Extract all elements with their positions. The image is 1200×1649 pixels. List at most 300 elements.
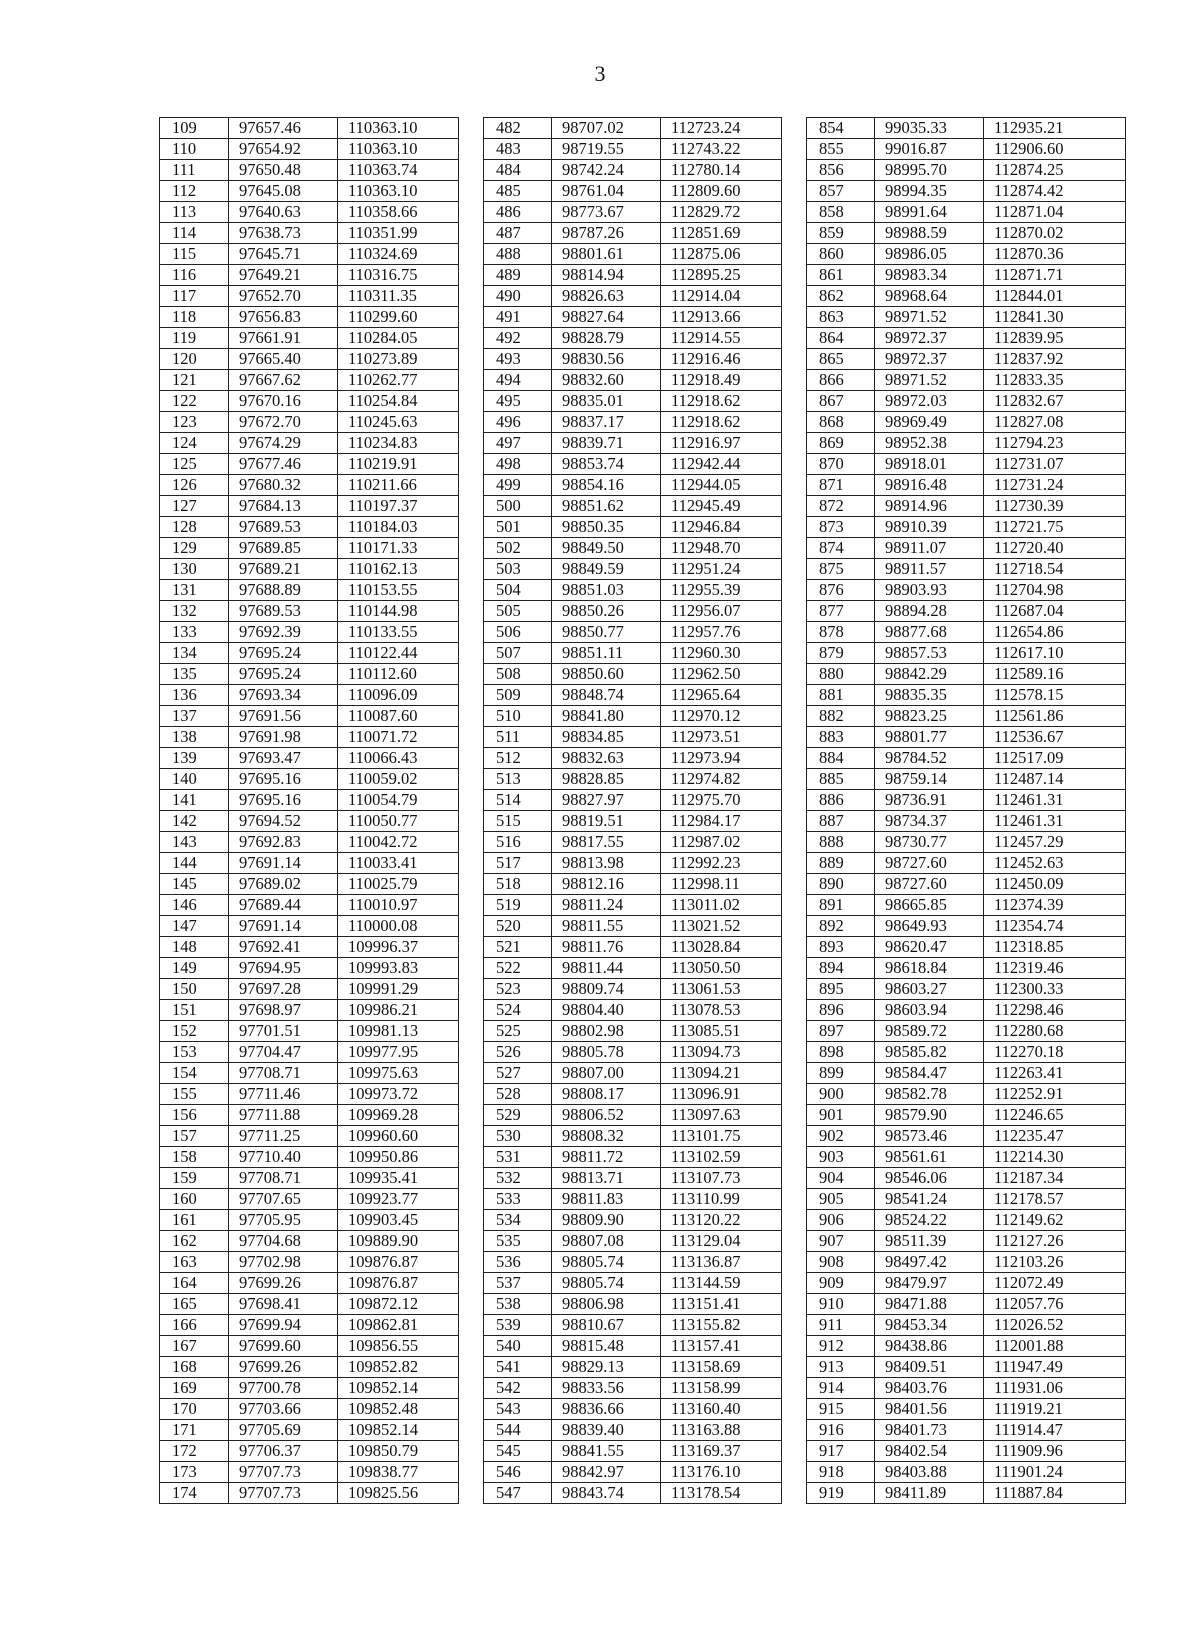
x-coordinate-cell: 98911.07 bbox=[875, 538, 984, 559]
y-coordinate-cell: 113136.87 bbox=[661, 1252, 782, 1273]
x-coordinate-cell: 98801.77 bbox=[875, 727, 984, 748]
x-coordinate-cell: 98823.25 bbox=[875, 706, 984, 727]
column-group-separator bbox=[782, 853, 807, 874]
x-coordinate-cell: 98707.02 bbox=[552, 118, 661, 139]
y-coordinate-cell: 109852.14 bbox=[338, 1378, 459, 1399]
column-group-separator bbox=[459, 664, 484, 685]
point-number-cell: 111 bbox=[160, 160, 229, 181]
y-coordinate-cell: 112992.23 bbox=[661, 853, 782, 874]
point-number-cell: 533 bbox=[484, 1189, 552, 1210]
y-coordinate-cell: 112214.30 bbox=[984, 1147, 1126, 1168]
table-row bbox=[160, 1021, 1126, 1042]
y-coordinate-cell: 113011.02 bbox=[661, 895, 782, 916]
column-group-separator bbox=[782, 1315, 807, 1336]
y-coordinate-cell: 110033.41 bbox=[338, 853, 459, 874]
y-coordinate-cell: 112839.95 bbox=[984, 328, 1126, 349]
table-row bbox=[160, 601, 1126, 622]
x-coordinate-cell: 97706.37 bbox=[229, 1441, 338, 1462]
x-coordinate-cell: 98918.01 bbox=[875, 454, 984, 475]
y-coordinate-cell: 112973.94 bbox=[661, 748, 782, 769]
x-coordinate-cell: 98812.16 bbox=[552, 874, 661, 895]
table-row bbox=[160, 874, 1126, 895]
y-coordinate-cell: 109856.55 bbox=[338, 1336, 459, 1357]
point-number-cell: 510 bbox=[484, 706, 552, 727]
x-coordinate-cell: 97640.63 bbox=[229, 202, 338, 223]
y-coordinate-cell: 113110.99 bbox=[661, 1189, 782, 1210]
y-coordinate-cell: 112072.49 bbox=[984, 1273, 1126, 1294]
table-row bbox=[160, 1189, 1126, 1210]
y-coordinate-cell: 112461.31 bbox=[984, 790, 1126, 811]
column-group-separator bbox=[782, 685, 807, 706]
column-group-separator bbox=[459, 1231, 484, 1252]
x-coordinate-cell: 98802.98 bbox=[552, 1021, 661, 1042]
x-coordinate-cell: 98811.83 bbox=[552, 1189, 661, 1210]
y-coordinate-cell: 112960.30 bbox=[661, 643, 782, 664]
y-coordinate-cell: 109996.37 bbox=[338, 937, 459, 958]
point-number-cell: 172 bbox=[160, 1441, 229, 1462]
table-row bbox=[160, 538, 1126, 559]
x-coordinate-cell: 98787.26 bbox=[552, 223, 661, 244]
column-group-separator bbox=[459, 979, 484, 1000]
x-coordinate-cell: 97691.56 bbox=[229, 706, 338, 727]
point-number-cell: 530 bbox=[484, 1126, 552, 1147]
y-coordinate-cell: 112946.84 bbox=[661, 517, 782, 538]
column-group-separator bbox=[459, 265, 484, 286]
point-number-cell: 907 bbox=[807, 1231, 875, 1252]
x-coordinate-cell: 98453.34 bbox=[875, 1315, 984, 1336]
point-number-cell: 528 bbox=[484, 1084, 552, 1105]
y-coordinate-cell: 110059.02 bbox=[338, 769, 459, 790]
x-coordinate-cell: 98986.05 bbox=[875, 244, 984, 265]
y-coordinate-cell: 110284.05 bbox=[338, 328, 459, 349]
column-group-separator bbox=[782, 916, 807, 937]
x-coordinate-cell: 98827.64 bbox=[552, 307, 661, 328]
point-number-cell: 864 bbox=[807, 328, 875, 349]
point-number-cell: 169 bbox=[160, 1378, 229, 1399]
point-number-cell: 483 bbox=[484, 139, 552, 160]
point-number-cell: 142 bbox=[160, 811, 229, 832]
y-coordinate-cell: 112300.33 bbox=[984, 979, 1126, 1000]
point-number-cell: 525 bbox=[484, 1021, 552, 1042]
x-coordinate-cell: 97645.08 bbox=[229, 181, 338, 202]
point-number-cell: 505 bbox=[484, 601, 552, 622]
point-number-cell: 906 bbox=[807, 1210, 875, 1231]
table-row bbox=[160, 181, 1126, 202]
y-coordinate-cell: 112263.41 bbox=[984, 1063, 1126, 1084]
y-coordinate-cell: 110219.91 bbox=[338, 454, 459, 475]
column-group-separator bbox=[782, 580, 807, 601]
x-coordinate-cell: 98914.96 bbox=[875, 496, 984, 517]
y-coordinate-cell: 113094.21 bbox=[661, 1063, 782, 1084]
y-coordinate-cell: 113163.88 bbox=[661, 1420, 782, 1441]
point-number-cell: 869 bbox=[807, 433, 875, 454]
y-coordinate-cell: 109935.41 bbox=[338, 1168, 459, 1189]
point-number-cell: 522 bbox=[484, 958, 552, 979]
column-group-separator bbox=[459, 328, 484, 349]
x-coordinate-cell: 97708.71 bbox=[229, 1168, 338, 1189]
point-number-cell: 911 bbox=[807, 1315, 875, 1336]
table-row bbox=[160, 1105, 1126, 1126]
y-coordinate-cell: 112704.98 bbox=[984, 580, 1126, 601]
column-group-separator bbox=[782, 1147, 807, 1168]
point-number-cell: 159 bbox=[160, 1168, 229, 1189]
point-number-cell: 537 bbox=[484, 1273, 552, 1294]
x-coordinate-cell: 97707.73 bbox=[229, 1462, 338, 1483]
x-coordinate-cell: 98995.70 bbox=[875, 160, 984, 181]
table-row bbox=[160, 139, 1126, 160]
y-coordinate-cell: 112780.14 bbox=[661, 160, 782, 181]
y-coordinate-cell: 112617.10 bbox=[984, 643, 1126, 664]
table-row bbox=[160, 412, 1126, 433]
column-group-separator bbox=[782, 118, 807, 139]
column-group-separator bbox=[459, 811, 484, 832]
x-coordinate-cell: 98479.97 bbox=[875, 1273, 984, 1294]
column-group-separator bbox=[459, 685, 484, 706]
column-group-separator bbox=[782, 202, 807, 223]
point-number-cell: 155 bbox=[160, 1084, 229, 1105]
x-coordinate-cell: 98471.88 bbox=[875, 1294, 984, 1315]
x-coordinate-cell: 97661.91 bbox=[229, 328, 338, 349]
point-number-cell: 862 bbox=[807, 286, 875, 307]
column-group-separator bbox=[782, 937, 807, 958]
x-coordinate-cell: 97699.60 bbox=[229, 1336, 338, 1357]
point-number-cell: 126 bbox=[160, 475, 229, 496]
y-coordinate-cell: 110245.63 bbox=[338, 412, 459, 433]
column-group-separator bbox=[459, 1021, 484, 1042]
table-row bbox=[160, 916, 1126, 937]
y-coordinate-cell: 110234.83 bbox=[338, 433, 459, 454]
point-number-cell: 157 bbox=[160, 1126, 229, 1147]
y-coordinate-cell: 110184.03 bbox=[338, 517, 459, 538]
column-group-separator bbox=[459, 1357, 484, 1378]
table-row bbox=[160, 1357, 1126, 1378]
y-coordinate-cell: 112127.26 bbox=[984, 1231, 1126, 1252]
column-group-separator bbox=[782, 748, 807, 769]
x-coordinate-cell: 97649.21 bbox=[229, 265, 338, 286]
x-coordinate-cell: 97652.70 bbox=[229, 286, 338, 307]
column-group-separator bbox=[782, 1441, 807, 1462]
x-coordinate-cell: 98719.55 bbox=[552, 139, 661, 160]
x-coordinate-cell: 98805.74 bbox=[552, 1252, 661, 1273]
point-number-cell: 152 bbox=[160, 1021, 229, 1042]
x-coordinate-cell: 97695.24 bbox=[229, 664, 338, 685]
point-number-cell: 151 bbox=[160, 1000, 229, 1021]
x-coordinate-cell: 98784.52 bbox=[875, 748, 984, 769]
y-coordinate-cell: 112723.24 bbox=[661, 118, 782, 139]
column-group-separator bbox=[782, 1294, 807, 1315]
x-coordinate-cell: 98524.22 bbox=[875, 1210, 984, 1231]
y-coordinate-cell: 112536.67 bbox=[984, 727, 1126, 748]
column-group-separator bbox=[782, 307, 807, 328]
point-number-cell: 910 bbox=[807, 1294, 875, 1315]
x-coordinate-cell: 98828.85 bbox=[552, 769, 661, 790]
y-coordinate-cell: 112998.11 bbox=[661, 874, 782, 895]
column-group-separator bbox=[459, 706, 484, 727]
y-coordinate-cell: 110153.55 bbox=[338, 580, 459, 601]
y-coordinate-cell: 110071.72 bbox=[338, 727, 459, 748]
table-row bbox=[160, 811, 1126, 832]
column-group-separator bbox=[782, 1420, 807, 1441]
x-coordinate-cell: 98813.98 bbox=[552, 853, 661, 874]
x-coordinate-cell: 97656.83 bbox=[229, 307, 338, 328]
point-number-cell: 894 bbox=[807, 958, 875, 979]
x-coordinate-cell: 97698.41 bbox=[229, 1294, 338, 1315]
y-coordinate-cell: 112298.46 bbox=[984, 1000, 1126, 1021]
column-group-separator bbox=[782, 181, 807, 202]
x-coordinate-cell: 97700.78 bbox=[229, 1378, 338, 1399]
x-coordinate-cell: 98805.78 bbox=[552, 1042, 661, 1063]
y-coordinate-cell: 112187.34 bbox=[984, 1168, 1126, 1189]
y-coordinate-cell: 110122.44 bbox=[338, 643, 459, 664]
table-row bbox=[160, 265, 1126, 286]
table-row bbox=[160, 370, 1126, 391]
table-row bbox=[160, 1168, 1126, 1189]
table-row bbox=[160, 1462, 1126, 1483]
x-coordinate-cell: 98968.64 bbox=[875, 286, 984, 307]
x-coordinate-cell: 98911.57 bbox=[875, 559, 984, 580]
point-number-cell: 114 bbox=[160, 223, 229, 244]
y-coordinate-cell: 112149.62 bbox=[984, 1210, 1126, 1231]
table-row bbox=[160, 328, 1126, 349]
x-coordinate-cell: 98841.55 bbox=[552, 1441, 661, 1462]
x-coordinate-cell: 97645.71 bbox=[229, 244, 338, 265]
column-group-separator bbox=[782, 811, 807, 832]
column-group-separator bbox=[782, 160, 807, 181]
x-coordinate-cell: 98403.88 bbox=[875, 1462, 984, 1483]
y-coordinate-cell: 112270.18 bbox=[984, 1042, 1126, 1063]
point-number-cell: 901 bbox=[807, 1105, 875, 1126]
x-coordinate-cell: 98409.51 bbox=[875, 1357, 984, 1378]
point-number-cell: 536 bbox=[484, 1252, 552, 1273]
x-coordinate-cell: 98811.44 bbox=[552, 958, 661, 979]
y-coordinate-cell: 112057.76 bbox=[984, 1294, 1126, 1315]
x-coordinate-cell: 97697.28 bbox=[229, 979, 338, 1000]
x-coordinate-cell: 98401.73 bbox=[875, 1420, 984, 1441]
x-coordinate-cell: 98402.54 bbox=[875, 1441, 984, 1462]
x-coordinate-cell: 97693.47 bbox=[229, 748, 338, 769]
column-group-separator bbox=[459, 1105, 484, 1126]
y-coordinate-cell: 113157.41 bbox=[661, 1336, 782, 1357]
y-coordinate-cell: 109852.48 bbox=[338, 1399, 459, 1420]
x-coordinate-cell: 97703.66 bbox=[229, 1399, 338, 1420]
point-number-cell: 509 bbox=[484, 685, 552, 706]
y-coordinate-cell: 112906.60 bbox=[984, 139, 1126, 160]
y-coordinate-cell: 112246.65 bbox=[984, 1105, 1126, 1126]
y-coordinate-cell: 110273.89 bbox=[338, 349, 459, 370]
x-coordinate-cell: 98994.35 bbox=[875, 181, 984, 202]
point-number-cell: 174 bbox=[160, 1483, 229, 1504]
y-coordinate-cell: 112973.51 bbox=[661, 727, 782, 748]
table-row bbox=[160, 1483, 1126, 1504]
x-coordinate-cell: 98589.72 bbox=[875, 1021, 984, 1042]
y-coordinate-cell: 112654.86 bbox=[984, 622, 1126, 643]
point-number-cell: 887 bbox=[807, 811, 875, 832]
table-row bbox=[160, 1252, 1126, 1273]
x-coordinate-cell: 98988.59 bbox=[875, 223, 984, 244]
x-coordinate-cell: 98759.14 bbox=[875, 769, 984, 790]
point-number-cell: 919 bbox=[807, 1483, 875, 1504]
column-group-separator bbox=[459, 1168, 484, 1189]
y-coordinate-cell: 112178.57 bbox=[984, 1189, 1126, 1210]
y-coordinate-cell: 110144.98 bbox=[338, 601, 459, 622]
y-coordinate-cell: 113028.84 bbox=[661, 937, 782, 958]
table-row bbox=[160, 580, 1126, 601]
x-coordinate-cell: 98835.01 bbox=[552, 391, 661, 412]
y-coordinate-cell: 112948.70 bbox=[661, 538, 782, 559]
x-coordinate-cell: 98411.89 bbox=[875, 1483, 984, 1504]
point-number-cell: 487 bbox=[484, 223, 552, 244]
column-group-separator bbox=[459, 538, 484, 559]
column-group-separator bbox=[459, 202, 484, 223]
y-coordinate-cell: 112914.55 bbox=[661, 328, 782, 349]
table-row bbox=[160, 1231, 1126, 1252]
x-coordinate-cell: 97692.39 bbox=[229, 622, 338, 643]
point-number-cell: 876 bbox=[807, 580, 875, 601]
point-number-cell: 133 bbox=[160, 622, 229, 643]
point-number-cell: 888 bbox=[807, 832, 875, 853]
point-number-cell: 856 bbox=[807, 160, 875, 181]
point-number-cell: 125 bbox=[160, 454, 229, 475]
point-number-cell: 916 bbox=[807, 1420, 875, 1441]
y-coordinate-cell: 113096.91 bbox=[661, 1084, 782, 1105]
x-coordinate-cell: 97689.53 bbox=[229, 601, 338, 622]
column-group-separator bbox=[782, 622, 807, 643]
y-coordinate-cell: 113050.50 bbox=[661, 958, 782, 979]
column-group-separator bbox=[459, 916, 484, 937]
column-group-separator bbox=[782, 664, 807, 685]
y-coordinate-cell: 113078.53 bbox=[661, 1000, 782, 1021]
column-group-separator bbox=[782, 1462, 807, 1483]
x-coordinate-cell: 98618.84 bbox=[875, 958, 984, 979]
y-coordinate-cell: 109850.79 bbox=[338, 1441, 459, 1462]
table-row bbox=[160, 685, 1126, 706]
point-number-cell: 499 bbox=[484, 475, 552, 496]
point-number-cell: 500 bbox=[484, 496, 552, 517]
x-coordinate-cell: 98811.55 bbox=[552, 916, 661, 937]
column-group-separator bbox=[459, 874, 484, 895]
x-coordinate-cell: 98851.03 bbox=[552, 580, 661, 601]
y-coordinate-cell: 112318.85 bbox=[984, 937, 1126, 958]
column-group-separator bbox=[782, 769, 807, 790]
x-coordinate-cell: 98983.34 bbox=[875, 265, 984, 286]
x-coordinate-cell: 98850.26 bbox=[552, 601, 661, 622]
column-group-separator bbox=[782, 1084, 807, 1105]
x-coordinate-cell: 98727.60 bbox=[875, 853, 984, 874]
y-coordinate-cell: 110096.09 bbox=[338, 685, 459, 706]
point-number-cell: 507 bbox=[484, 643, 552, 664]
y-coordinate-cell: 110363.10 bbox=[338, 139, 459, 160]
column-group-separator bbox=[782, 979, 807, 1000]
y-coordinate-cell: 113097.63 bbox=[661, 1105, 782, 1126]
y-coordinate-cell: 112319.46 bbox=[984, 958, 1126, 979]
point-number-cell: 136 bbox=[160, 685, 229, 706]
point-number-cell: 149 bbox=[160, 958, 229, 979]
y-coordinate-cell: 110197.37 bbox=[338, 496, 459, 517]
point-number-cell: 496 bbox=[484, 412, 552, 433]
y-coordinate-cell: 112871.71 bbox=[984, 265, 1126, 286]
x-coordinate-cell: 97704.68 bbox=[229, 1231, 338, 1252]
y-coordinate-cell: 110363.74 bbox=[338, 160, 459, 181]
y-coordinate-cell: 113155.82 bbox=[661, 1315, 782, 1336]
coordinates-table-body bbox=[160, 118, 1126, 1504]
point-number-cell: 546 bbox=[484, 1462, 552, 1483]
point-number-cell: 886 bbox=[807, 790, 875, 811]
x-coordinate-cell: 97689.02 bbox=[229, 874, 338, 895]
y-coordinate-cell: 109993.83 bbox=[338, 958, 459, 979]
x-coordinate-cell: 98807.00 bbox=[552, 1063, 661, 1084]
x-coordinate-cell: 97689.85 bbox=[229, 538, 338, 559]
x-coordinate-cell: 98806.52 bbox=[552, 1105, 661, 1126]
x-coordinate-cell: 98848.74 bbox=[552, 685, 661, 706]
table-row bbox=[160, 1210, 1126, 1231]
x-coordinate-cell: 98805.74 bbox=[552, 1273, 661, 1294]
column-group-separator bbox=[459, 433, 484, 454]
x-coordinate-cell: 98857.53 bbox=[875, 643, 984, 664]
column-group-separator bbox=[459, 475, 484, 496]
column-group-separator bbox=[782, 790, 807, 811]
y-coordinate-cell: 112914.04 bbox=[661, 286, 782, 307]
column-group-separator bbox=[782, 727, 807, 748]
point-number-cell: 153 bbox=[160, 1042, 229, 1063]
point-number-cell: 905 bbox=[807, 1189, 875, 1210]
x-coordinate-cell: 98835.35 bbox=[875, 685, 984, 706]
y-coordinate-cell: 112731.24 bbox=[984, 475, 1126, 496]
y-coordinate-cell: 110358.66 bbox=[338, 202, 459, 223]
point-number-cell: 519 bbox=[484, 895, 552, 916]
y-coordinate-cell: 111914.47 bbox=[984, 1420, 1126, 1441]
column-group-separator bbox=[782, 559, 807, 580]
y-coordinate-cell: 109852.14 bbox=[338, 1420, 459, 1441]
column-group-separator bbox=[459, 118, 484, 139]
y-coordinate-cell: 109977.95 bbox=[338, 1042, 459, 1063]
y-coordinate-cell: 112354.74 bbox=[984, 916, 1126, 937]
y-coordinate-cell: 109923.77 bbox=[338, 1189, 459, 1210]
column-group-separator bbox=[782, 958, 807, 979]
column-group-separator bbox=[782, 1231, 807, 1252]
column-group-separator bbox=[459, 496, 484, 517]
y-coordinate-cell: 110299.60 bbox=[338, 307, 459, 328]
x-coordinate-cell: 98807.08 bbox=[552, 1231, 661, 1252]
y-coordinate-cell: 112833.35 bbox=[984, 370, 1126, 391]
y-coordinate-cell: 110000.08 bbox=[338, 916, 459, 937]
point-number-cell: 145 bbox=[160, 874, 229, 895]
y-coordinate-cell: 110324.69 bbox=[338, 244, 459, 265]
x-coordinate-cell: 98727.60 bbox=[875, 874, 984, 895]
column-group-separator bbox=[459, 937, 484, 958]
point-number-cell: 130 bbox=[160, 559, 229, 580]
y-coordinate-cell: 112721.75 bbox=[984, 517, 1126, 538]
x-coordinate-cell: 98834.85 bbox=[552, 727, 661, 748]
point-number-cell: 168 bbox=[160, 1357, 229, 1378]
x-coordinate-cell: 97667.62 bbox=[229, 370, 338, 391]
y-coordinate-cell: 112918.49 bbox=[661, 370, 782, 391]
x-coordinate-cell: 98972.37 bbox=[875, 328, 984, 349]
column-group-separator bbox=[459, 1294, 484, 1315]
y-coordinate-cell: 112870.02 bbox=[984, 223, 1126, 244]
point-number-cell: 493 bbox=[484, 349, 552, 370]
point-number-cell: 543 bbox=[484, 1399, 552, 1420]
column-group-separator bbox=[782, 433, 807, 454]
x-coordinate-cell: 98742.24 bbox=[552, 160, 661, 181]
x-coordinate-cell: 98730.77 bbox=[875, 832, 984, 853]
x-coordinate-cell: 98952.38 bbox=[875, 433, 984, 454]
x-coordinate-cell: 98809.90 bbox=[552, 1210, 661, 1231]
column-group-separator bbox=[459, 643, 484, 664]
table-row bbox=[160, 748, 1126, 769]
point-number-cell: 488 bbox=[484, 244, 552, 265]
point-number-cell: 891 bbox=[807, 895, 875, 916]
point-number-cell: 860 bbox=[807, 244, 875, 265]
